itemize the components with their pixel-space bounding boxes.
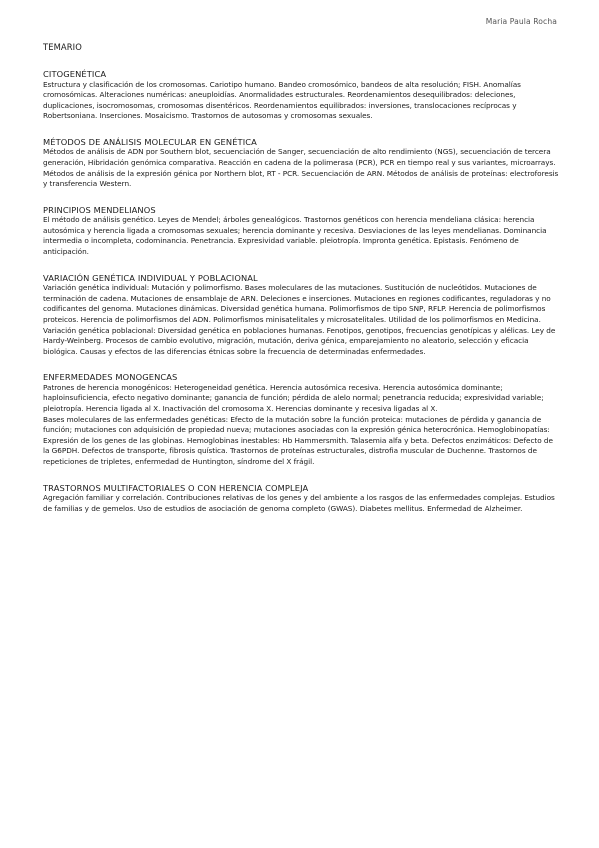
section-heading: PRINCIPIOS MENDELIANOS <box>43 204 156 215</box>
section-paragraph: Bases moleculares de las enfermedades genéticas: Efecto de la mutación sobre la función proteica: mutaciones de pérdida y ganancia de función; mutaciones con adquisición de propiedad nueva; mutaciones asociadas con la expresión génica heterocrónica. Hemoglobinopatías: Expresión de los genes de las globinas. Hemoglobinas inestables: Hb Hammersmith. Talasemia alfa y beta. Defectos enzimáticos: Defecto de la G6PDH. Defectos de transporte, fibrosis quística. Trastornos de proteínas estructurales, distrofia muscular de Duchenne. Trastornos de repeticiones de tripletes, enfermedad de Huntington, síndrome del X frágil. <box>43 414 553 466</box>
section-heading: MÉTODOS DE ANÁLISIS MOLECULAR EN GENÉTICA <box>43 136 257 147</box>
document-title: TEMARIO <box>43 42 82 52</box>
section-metodos-analisis-molecular <box>43 137 559 190</box>
section-heading: CITOGENÉTICA <box>43 69 107 79</box>
section-principios-mendelianos <box>43 205 559 258</box>
section-paragraph: Métodos de análisis de ADN por Southern blot, secuenciación de Sanger, secuenciación de alto rendimiento (NGS), secuenciación de tercera generación, Hibridación genómica comparativa. Reacción en cadena de la polimerasa (PCR), PCR en tiempo real y sus variantes, microarrays. Métodos de análisis de la expresión génica por Northern blot, RT - PCR. Secuenciación de ARN. Métodos de análisis de proteínas: electroforesis y transferencia Western. <box>43 147 559 189</box>
section-paragraph: Agregación familiar y correlación. Contribuciones relativas de los genes y del ambiente a los rasgos de las enfermedades complejas. Estudios de familias y de gemelos. Uso de estudios de asociación de genoma completo (GWAS). Diabetes mellitus. Enfermedad de Alzheimer. <box>43 493 555 513</box>
section-citogenetica <box>43 69 559 122</box>
section-trastornos-multifactoriales <box>43 483 559 515</box>
section-paragraph: El método de análisis genético. Leyes de Mendel; árboles genealógicos. Trastornos genéticos con herencia mendeliana clásica: herencia autosómica y herencia ligada a cromosomas sexuales; herencia dominante y recesiva. Desviaciones de las leyes mendelianas. Dominancia intermedia o incompleta, codominancia. Penetrancia. Expresividad variable. pleiotropía. Impronta genética. Epistasis. Fenómeno de anticipación. <box>43 215 547 257</box>
section-heading: ENFERMEDADES MONOGENCAS <box>43 372 178 383</box>
section-paragraph: Variación genética individual: Mutación y polimorfismo. Bases moleculares de las mutaciones. Sustitución de nucleótidos. Mutaciones de terminación de cadena. Mutaciones de ensamblaje de ARN. Deleciones e inserciones. Mutaciones en regiones codificantes, reguladoras y no codificantes del genoma. Mutaciones dinámicas. Diversidad genética humana. Polimorfismos de tipo SNP, RFLP. Herencia de polimorfismos proteicos. Herencia de polimorfismos del ADN. Polimorfismos minisatelitales y microsatelitales. Utilidad de los polimorfismos en Medicina. <box>43 283 551 324</box>
section-paragraph: Variación genética poblacional: Diversidad genética en poblaciones humanas. Fenotipos, genotipos, frecuencias genotípicas y alélicas. Ley de Hardy-Weinberg. Procesos de cambio evolutivo, migración, mutación, deriva génica, emparejamiento no aleatorio, selección y eficacia biológica. Causas y efectos de las diferencias étnicas sobre la frecuencia de determinadas enfermedades. <box>43 325 556 356</box>
section-enfermedades-monogenicas <box>43 372 559 467</box>
section-paragraph: Patrones de herencia monogénicos: Heterogeneidad genética. Herencia autosómica recesiva. Herencia autosómica dominante; haploinsuficiencia, efecto negativo dominante; ganancia de función; pérdida de alelo normal; penetrancia reducida; expresividad variable; pleiotropía. Herencia ligada al X. Inactivación del cromosoma X. Herencias dominante y recesiva ligadas al X. <box>43 382 544 413</box>
document-body <box>43 42 559 529</box>
page-header-author: Maria Paula Rocha <box>485 17 557 26</box>
section-variacion-genetica <box>43 273 559 358</box>
section-heading: TRASTORNOS MULTIFACTORIALES O CON HERENCIA COMPLEJA <box>43 482 309 493</box>
section-paragraph: Estructura y clasificación de los cromosomas. Cariotipo humano. Bandeo cromosómico, bandeos de alta resolución; FISH. Anomalías cromosómicas. Alteraciones numéricas: aneuploidías. Anormalidades estructurales. Reordenamientos desequilibrados: deleciones, duplicaciones, isocromosomas, cromosomas disentéricos. Reordenamientos equilibrados: inversiones, translocaciones recíprocas y Robertsoniana. Inserciones. Mosaicismo. Trastornos de autosomas y cromosomas sexuales. <box>43 79 521 121</box>
section-heading: VARIACIÓN GENÉTICA INDIVIDUAL Y POBLACIONAL <box>43 272 258 283</box>
